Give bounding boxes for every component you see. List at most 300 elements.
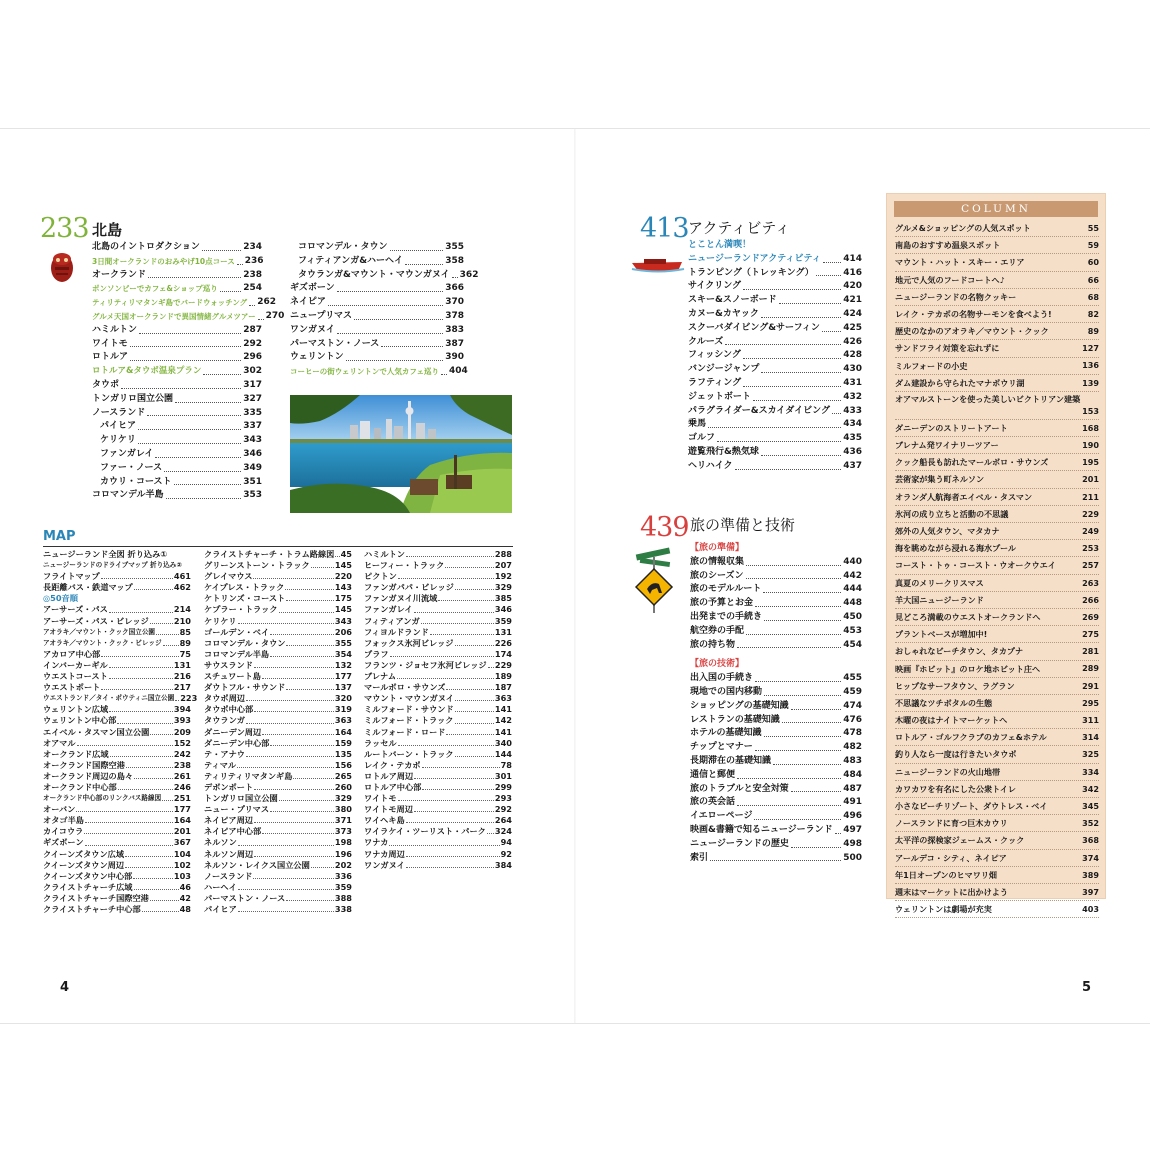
activity-entry-page: 430	[843, 364, 862, 375]
leader-dots	[238, 616, 334, 624]
map-entry-title: フィヨルドランド	[364, 626, 429, 637]
map-entry	[43, 749, 191, 760]
map-entry-title: ワイトモ周辺	[364, 804, 413, 815]
map-entry-page: 288	[494, 549, 512, 559]
map-entry-title: ファンガレイ	[364, 604, 413, 615]
jetboat-icon	[630, 257, 686, 273]
column-entry-title: マウント・ハット・スキー・エリア	[895, 257, 1025, 268]
leader-dots	[134, 882, 179, 890]
toc-entry	[92, 462, 262, 476]
map-section-title: MAP	[43, 529, 76, 544]
map-entry-page: 229	[494, 659, 512, 670]
travel-entry-page: 448	[843, 598, 862, 609]
map-entry	[364, 560, 512, 571]
map-entry-title: クライストチャーチ国際空港	[43, 892, 149, 903]
toc-entry	[92, 420, 262, 434]
map-entry-page: 380	[334, 804, 352, 815]
leader-dots	[791, 838, 841, 848]
map-entry-page: 264	[494, 815, 512, 826]
leader-dots	[455, 704, 494, 712]
map-entry	[43, 727, 191, 738]
map-list-2	[204, 549, 352, 915]
toc-entry-title: トンガリロ国立公園	[92, 393, 174, 404]
map-entry-title: エイベル・タスマン国立公園	[43, 726, 150, 737]
column-entry-title: 太平洋の探検家ジェームス・クック	[895, 835, 1025, 846]
travel-entry-title: レストランの基礎知識	[690, 714, 780, 725]
leader-dots	[285, 582, 334, 590]
column-entry	[895, 420, 1099, 437]
column-entry-title: ダム建設から守られたマナポウリ湖	[895, 377, 1025, 388]
column-entry-title: 釣り人なら一度は行きたいタウポ	[895, 749, 1017, 760]
map-entry	[204, 582, 352, 593]
map-entry-page: 156	[334, 759, 352, 770]
toc-entry-page: 238	[243, 269, 262, 280]
leader-dots	[253, 871, 333, 879]
toc-entry	[92, 269, 262, 283]
map-entry	[43, 627, 191, 638]
map-entry-page: 202	[334, 859, 352, 870]
activity-entry-page: 434	[843, 419, 862, 430]
map-entry	[43, 893, 191, 904]
toc-entry-title: フィティアンガ&ハーヘイ	[298, 255, 404, 266]
map-entry	[43, 837, 191, 848]
leader-dots	[253, 571, 333, 579]
column-entry	[895, 358, 1099, 375]
map-entry	[364, 582, 512, 593]
column-entry	[895, 901, 1099, 918]
leader-dots	[735, 460, 842, 470]
map-entry-title: タウポ周辺	[204, 693, 245, 704]
leader-dots	[761, 308, 841, 318]
leader-dots	[406, 849, 500, 857]
map-entry-page: 104	[173, 848, 191, 859]
leader-dots	[279, 793, 334, 801]
leader-dots	[455, 638, 494, 646]
column-entry-title: カワカワを有名にした公衆トイレ	[895, 783, 1017, 794]
leader-dots	[220, 282, 241, 292]
leader-dots	[175, 393, 241, 403]
map-entry-page: 159	[334, 737, 352, 748]
travel-entry-title: 航空券の手配	[690, 625, 745, 636]
leader-dots	[166, 489, 242, 499]
leader-dots	[763, 583, 841, 593]
travel-entry	[690, 796, 862, 810]
leader-dots	[430, 627, 494, 635]
map-entry-title: オークランド国際空港	[43, 759, 125, 770]
map-entry-title: ゴールデン・ベイ	[204, 626, 270, 637]
leader-dots	[822, 322, 841, 332]
map-entry	[43, 793, 191, 804]
map-entry	[204, 837, 352, 848]
map-entry-page: 85	[179, 626, 191, 637]
leader-dots	[452, 269, 458, 279]
map-entry-title: アーサーズ・パス・ビレッジ	[43, 615, 149, 626]
map-entry-page: 145	[334, 604, 352, 615]
column-entry-page: 153	[1082, 405, 1099, 416]
column-entry-title: 映画『ホビット』のロケ地ホビット庄へ	[895, 663, 1041, 674]
map-entry	[364, 793, 512, 804]
map-entry	[43, 904, 191, 915]
leader-dots	[414, 771, 494, 779]
toc-entry	[92, 448, 262, 462]
column-entry	[895, 557, 1099, 574]
travel-entry-title: 旅の情報収集	[690, 556, 745, 567]
column-entry-title: ダニーデンのストリートアート	[895, 422, 1008, 433]
leader-dots	[270, 649, 334, 657]
activity-entry-page: 426	[843, 336, 862, 347]
map-entry-title: オアマル	[43, 737, 76, 748]
leader-dots	[246, 749, 334, 757]
column-entry	[895, 237, 1099, 254]
travel-entry-title: 出入国の手続き	[690, 673, 754, 684]
map-entry	[364, 671, 512, 682]
leader-dots	[254, 782, 334, 790]
map-entry	[204, 815, 352, 826]
leader-dots	[390, 649, 494, 657]
leader-dots	[311, 860, 334, 868]
map-entry-title: ケイプレス・トラック	[204, 582, 285, 593]
map-entry-title: ロトルア周辺	[364, 770, 414, 781]
leader-dots	[398, 793, 494, 801]
toc-entry-page: 236	[244, 255, 264, 266]
map-entry	[204, 782, 352, 793]
activity-entry-page: 421	[843, 295, 862, 306]
map-entry	[204, 860, 352, 871]
map-entry-title: テ・アナウ	[204, 748, 245, 759]
leader-dots	[446, 682, 493, 690]
leader-dots	[270, 738, 334, 746]
travel-entry-title: チップとマナー	[690, 742, 753, 753]
leader-dots	[150, 727, 173, 735]
map-entry-page: 135	[334, 748, 352, 759]
toc-entry-title: ネイピア	[290, 297, 326, 308]
column-entry	[895, 540, 1099, 557]
leader-dots	[164, 462, 241, 472]
map-entry	[204, 649, 352, 660]
toc-entry-page: 346	[243, 448, 262, 459]
column-list	[895, 220, 1099, 918]
map-entry-title: グレイマウス	[204, 571, 253, 582]
leader-dots	[125, 860, 173, 868]
travel-entry-page: 454	[843, 639, 862, 650]
activity-page-number: 413	[640, 213, 689, 244]
map-entry	[364, 749, 512, 760]
column-entry	[895, 289, 1099, 306]
toc-entry-title: カウリ・コースト	[100, 476, 172, 487]
map-entry-title: グリーンストーン・トラック	[204, 560, 310, 571]
map-entry-title: ワナカ周辺	[364, 848, 405, 859]
map-entry	[204, 771, 352, 782]
leader-dots	[142, 904, 179, 912]
leader-dots	[109, 671, 173, 679]
toc-entry-page: 317	[243, 379, 262, 390]
map-entry-page: 216	[173, 671, 191, 682]
map-entry-page: 242	[173, 748, 191, 759]
leader-dots	[85, 837, 173, 845]
toc-entry	[92, 241, 262, 255]
column-entry-title: オアマルストーンを使った美しいビクトリアン建築	[895, 393, 1081, 404]
column-entry-page: 295	[1082, 697, 1099, 708]
column-entry	[895, 695, 1099, 712]
leader-dots	[398, 571, 494, 579]
travel-entry-page: 483	[843, 755, 862, 766]
activity-entry-title: ラフティング	[688, 377, 742, 388]
map-entry-page: 192	[494, 571, 512, 582]
leader-dots	[110, 749, 173, 757]
activity-entry-page: 432	[843, 391, 862, 402]
column-entry-page: 68	[1087, 291, 1099, 302]
toc-entry-title: コロマンデル半島	[92, 490, 164, 501]
column-entry-title: サンドフライ対策を忘れずに	[895, 343, 1000, 354]
map-entry-title: ワンガヌイ	[364, 859, 405, 870]
toc-entry	[92, 365, 262, 379]
toc-entry-page: 358	[445, 255, 464, 266]
leader-dots	[753, 391, 841, 401]
map-entry-title: カイコウラ	[43, 826, 84, 837]
travel-entry-page: 498	[843, 838, 862, 849]
leader-dots	[761, 446, 841, 456]
leader-dots	[455, 715, 494, 723]
leader-dots	[791, 700, 842, 710]
activity-entry-page: 414	[843, 253, 862, 264]
activity-entry-title: スクーバダイビング&サーフィン	[688, 322, 820, 333]
column-entry-title: 郊外の人気タウン、マタカナ	[895, 526, 1000, 536]
toc-entry-title: ニュープリマス	[290, 310, 353, 321]
leader-dots	[746, 556, 841, 566]
column-entry-page: 253	[1082, 543, 1099, 554]
map-entry-page: 141	[494, 726, 512, 737]
map-entry	[204, 849, 352, 860]
map-entry-title: フランツ・ジョセフ氷河ビレッジ	[364, 659, 487, 670]
travel-entry-title: 旅の予算とお金	[690, 598, 754, 609]
map-entry-title: ワイトモ	[364, 793, 397, 804]
map-entry-title: ダニーデン中心部	[204, 737, 270, 748]
map-entry-title: アーサーズ・パス	[43, 604, 108, 615]
map-entry-title: オークランド中心部のリンクバス路線図	[43, 794, 162, 803]
activity-entry	[688, 253, 862, 267]
map-entry-page: 174	[494, 648, 512, 659]
map-entry-title: トンガリロ国立公園	[204, 793, 278, 804]
map-entry-title: ウェリントン広域	[43, 704, 109, 715]
toc-entry	[290, 282, 464, 296]
leader-dots	[150, 893, 179, 901]
column-entry-page: 403	[1082, 904, 1099, 915]
map-entry	[364, 604, 512, 615]
map-entry-title: コロマンデル半島	[204, 648, 270, 659]
map-entry-title: タウランガ	[204, 715, 245, 726]
map-entry-title: アオラキ／マウント・クック国立公園	[43, 627, 156, 636]
map-entry-title: クイーンズタウン中心部	[43, 870, 133, 881]
toc-entry	[290, 255, 464, 269]
travel-entry	[690, 824, 862, 838]
map-entry	[43, 682, 191, 693]
map-entry	[204, 727, 352, 738]
travel-entry-title: 旅のモデルルート	[690, 584, 762, 595]
map-entry	[204, 882, 352, 893]
toc-entry	[92, 379, 262, 393]
leader-dots	[832, 405, 841, 415]
leader-dots	[254, 849, 334, 857]
map-entry	[43, 738, 191, 749]
toc-entry-page: 387	[445, 338, 464, 349]
toc-entry	[92, 338, 262, 352]
column-entry-page: 368	[1082, 835, 1099, 846]
map-entry-page: 343	[334, 615, 352, 626]
leader-dots	[293, 771, 333, 779]
map-entry	[364, 727, 512, 738]
column-entry-page: 325	[1082, 749, 1099, 760]
map-entry	[43, 882, 191, 893]
toc-entry-page: 355	[445, 242, 464, 252]
leader-dots	[254, 815, 334, 823]
column-entry-page: 229	[1082, 508, 1099, 519]
toc-entry-page: 335	[243, 407, 262, 418]
leader-dots	[346, 351, 444, 361]
map-entry	[43, 660, 191, 671]
activity-entry	[688, 391, 862, 405]
toc-entry-title: オークランド	[92, 269, 147, 280]
north-island-title: 北島	[92, 221, 123, 239]
map-entry-page: 102	[173, 859, 191, 870]
leader-dots	[118, 782, 173, 790]
leader-dots	[138, 434, 241, 444]
leader-dots	[286, 593, 334, 601]
map-entry-page: 196	[334, 848, 352, 859]
toc-entry-title: ロトルア&タウポ温泉プラン	[92, 366, 202, 377]
leader-dots	[109, 660, 173, 668]
map-entry-page: 324	[494, 826, 512, 837]
leader-dots	[782, 714, 841, 724]
leader-dots	[139, 324, 241, 334]
map-entry-title: ワイヘキ島	[364, 815, 405, 826]
map-entry	[43, 704, 191, 715]
leader-dots	[77, 738, 173, 746]
map-entry-page: 207	[494, 560, 512, 571]
leader-dots	[414, 604, 494, 612]
column-entry	[895, 798, 1099, 815]
activity-entry	[688, 280, 862, 294]
toc-entry	[92, 310, 285, 324]
map-entry-page: 363	[334, 715, 352, 726]
leader-dots	[406, 860, 494, 868]
book-spread	[0, 128, 1150, 1024]
map-entry-page: 384	[494, 859, 512, 870]
map-entry-title: オークランド広域	[43, 748, 109, 759]
leader-dots	[262, 826, 334, 834]
right-page-number: 5	[1082, 980, 1092, 995]
column-entry-title: ノースランドに育つ巨木カウリ	[895, 818, 1008, 829]
map-entry-page: 164	[334, 726, 352, 737]
leader-dots	[414, 804, 494, 812]
map-entry-title: クライストチャーチ・トラム路線図	[204, 549, 335, 559]
map-entry	[364, 849, 512, 860]
map-entry	[364, 826, 512, 837]
column-entry	[895, 220, 1099, 237]
travel-entry	[690, 769, 862, 783]
map-entry-page: 320	[334, 693, 352, 704]
toc-entry-title: ファー・ノース	[100, 462, 163, 473]
map-entry	[204, 660, 352, 671]
toc-entry-title: グルメ天国オークランドで異国情緒グルメツアー	[92, 311, 256, 321]
leader-dots	[717, 432, 841, 442]
tiki-figure-icon	[49, 251, 75, 283]
map-entry-title: クライストチャーチ広域	[43, 881, 133, 892]
map-entry-title: マールボロ・サウンズ	[364, 682, 446, 693]
column-entry	[895, 437, 1099, 454]
leader-dots	[755, 672, 841, 682]
column-entry-page: 211	[1082, 491, 1099, 502]
map-entry	[204, 627, 352, 638]
leader-dots	[125, 849, 173, 857]
leader-dots	[162, 793, 173, 801]
map-entry-title: 長距離バス・鉄道マップ	[43, 582, 133, 593]
travel-entry-title: イエローページ	[690, 811, 753, 822]
leader-dots	[270, 627, 334, 635]
map-entry-title: ニュージーランド全図 折り込み①	[43, 549, 168, 559]
toc-entry-page: 262	[257, 297, 276, 308]
map-entry	[364, 616, 512, 627]
travel-entry-page: 500	[843, 852, 862, 863]
column-entry-page: 314	[1082, 732, 1099, 743]
map-entry-title: ラッセル	[364, 737, 397, 748]
map-entry-title: ルートバーン・トラック	[364, 748, 454, 759]
map-entry-title: ミルフォード・トラック	[364, 715, 454, 726]
map-entry-page: 462	[173, 582, 191, 593]
map-entry	[204, 682, 352, 693]
travel-entry-page: 455	[843, 673, 862, 684]
leader-dots	[246, 693, 334, 701]
map-entry	[43, 616, 191, 627]
map-entry-page: 141	[494, 704, 512, 715]
map-entry-page: 187	[494, 682, 512, 693]
activity-list	[688, 239, 862, 474]
column-entry-title: ブレナム発ワイナリーツアー	[895, 440, 999, 451]
leader-dots	[156, 627, 179, 635]
leader-dots	[743, 377, 841, 387]
leader-dots	[746, 625, 841, 635]
map-entry	[204, 616, 352, 627]
activity-entry	[688, 446, 862, 460]
map-entry-page: 359	[494, 615, 512, 626]
leader-dots	[779, 294, 842, 304]
map-entry-title: ◎50音順	[43, 593, 78, 604]
column-entry	[895, 471, 1099, 488]
column-entry-title: 不思議なツチボタルの生態	[895, 697, 993, 708]
activity-entry-page: 428	[843, 350, 862, 361]
column-entry	[895, 340, 1099, 357]
map-entry-page: 238	[173, 759, 191, 770]
map-entry-title: ハミルトン	[364, 549, 405, 559]
map-entry-title: スチュワート島	[204, 671, 261, 682]
toc-entry	[290, 351, 464, 365]
toc-entry	[92, 351, 262, 365]
map-entry-title: ハーヘイ	[204, 881, 237, 892]
auckland-harbour-photo	[290, 395, 512, 513]
column-entry	[895, 764, 1099, 781]
map-entry	[364, 738, 512, 749]
column-entry-page: 195	[1082, 457, 1099, 468]
toc-entry-page: 349	[243, 462, 262, 473]
map-entry-title: ケプラー・トラック	[204, 604, 278, 615]
toc-entry-page: 404	[449, 366, 468, 377]
leader-dots	[764, 611, 841, 621]
travel-entry	[690, 838, 862, 852]
toc-entry	[290, 269, 479, 283]
toc-entry-page: 337	[243, 421, 262, 432]
map-entry-page: 340	[494, 737, 512, 748]
leader-dots	[725, 336, 841, 346]
map-entry	[204, 904, 352, 915]
